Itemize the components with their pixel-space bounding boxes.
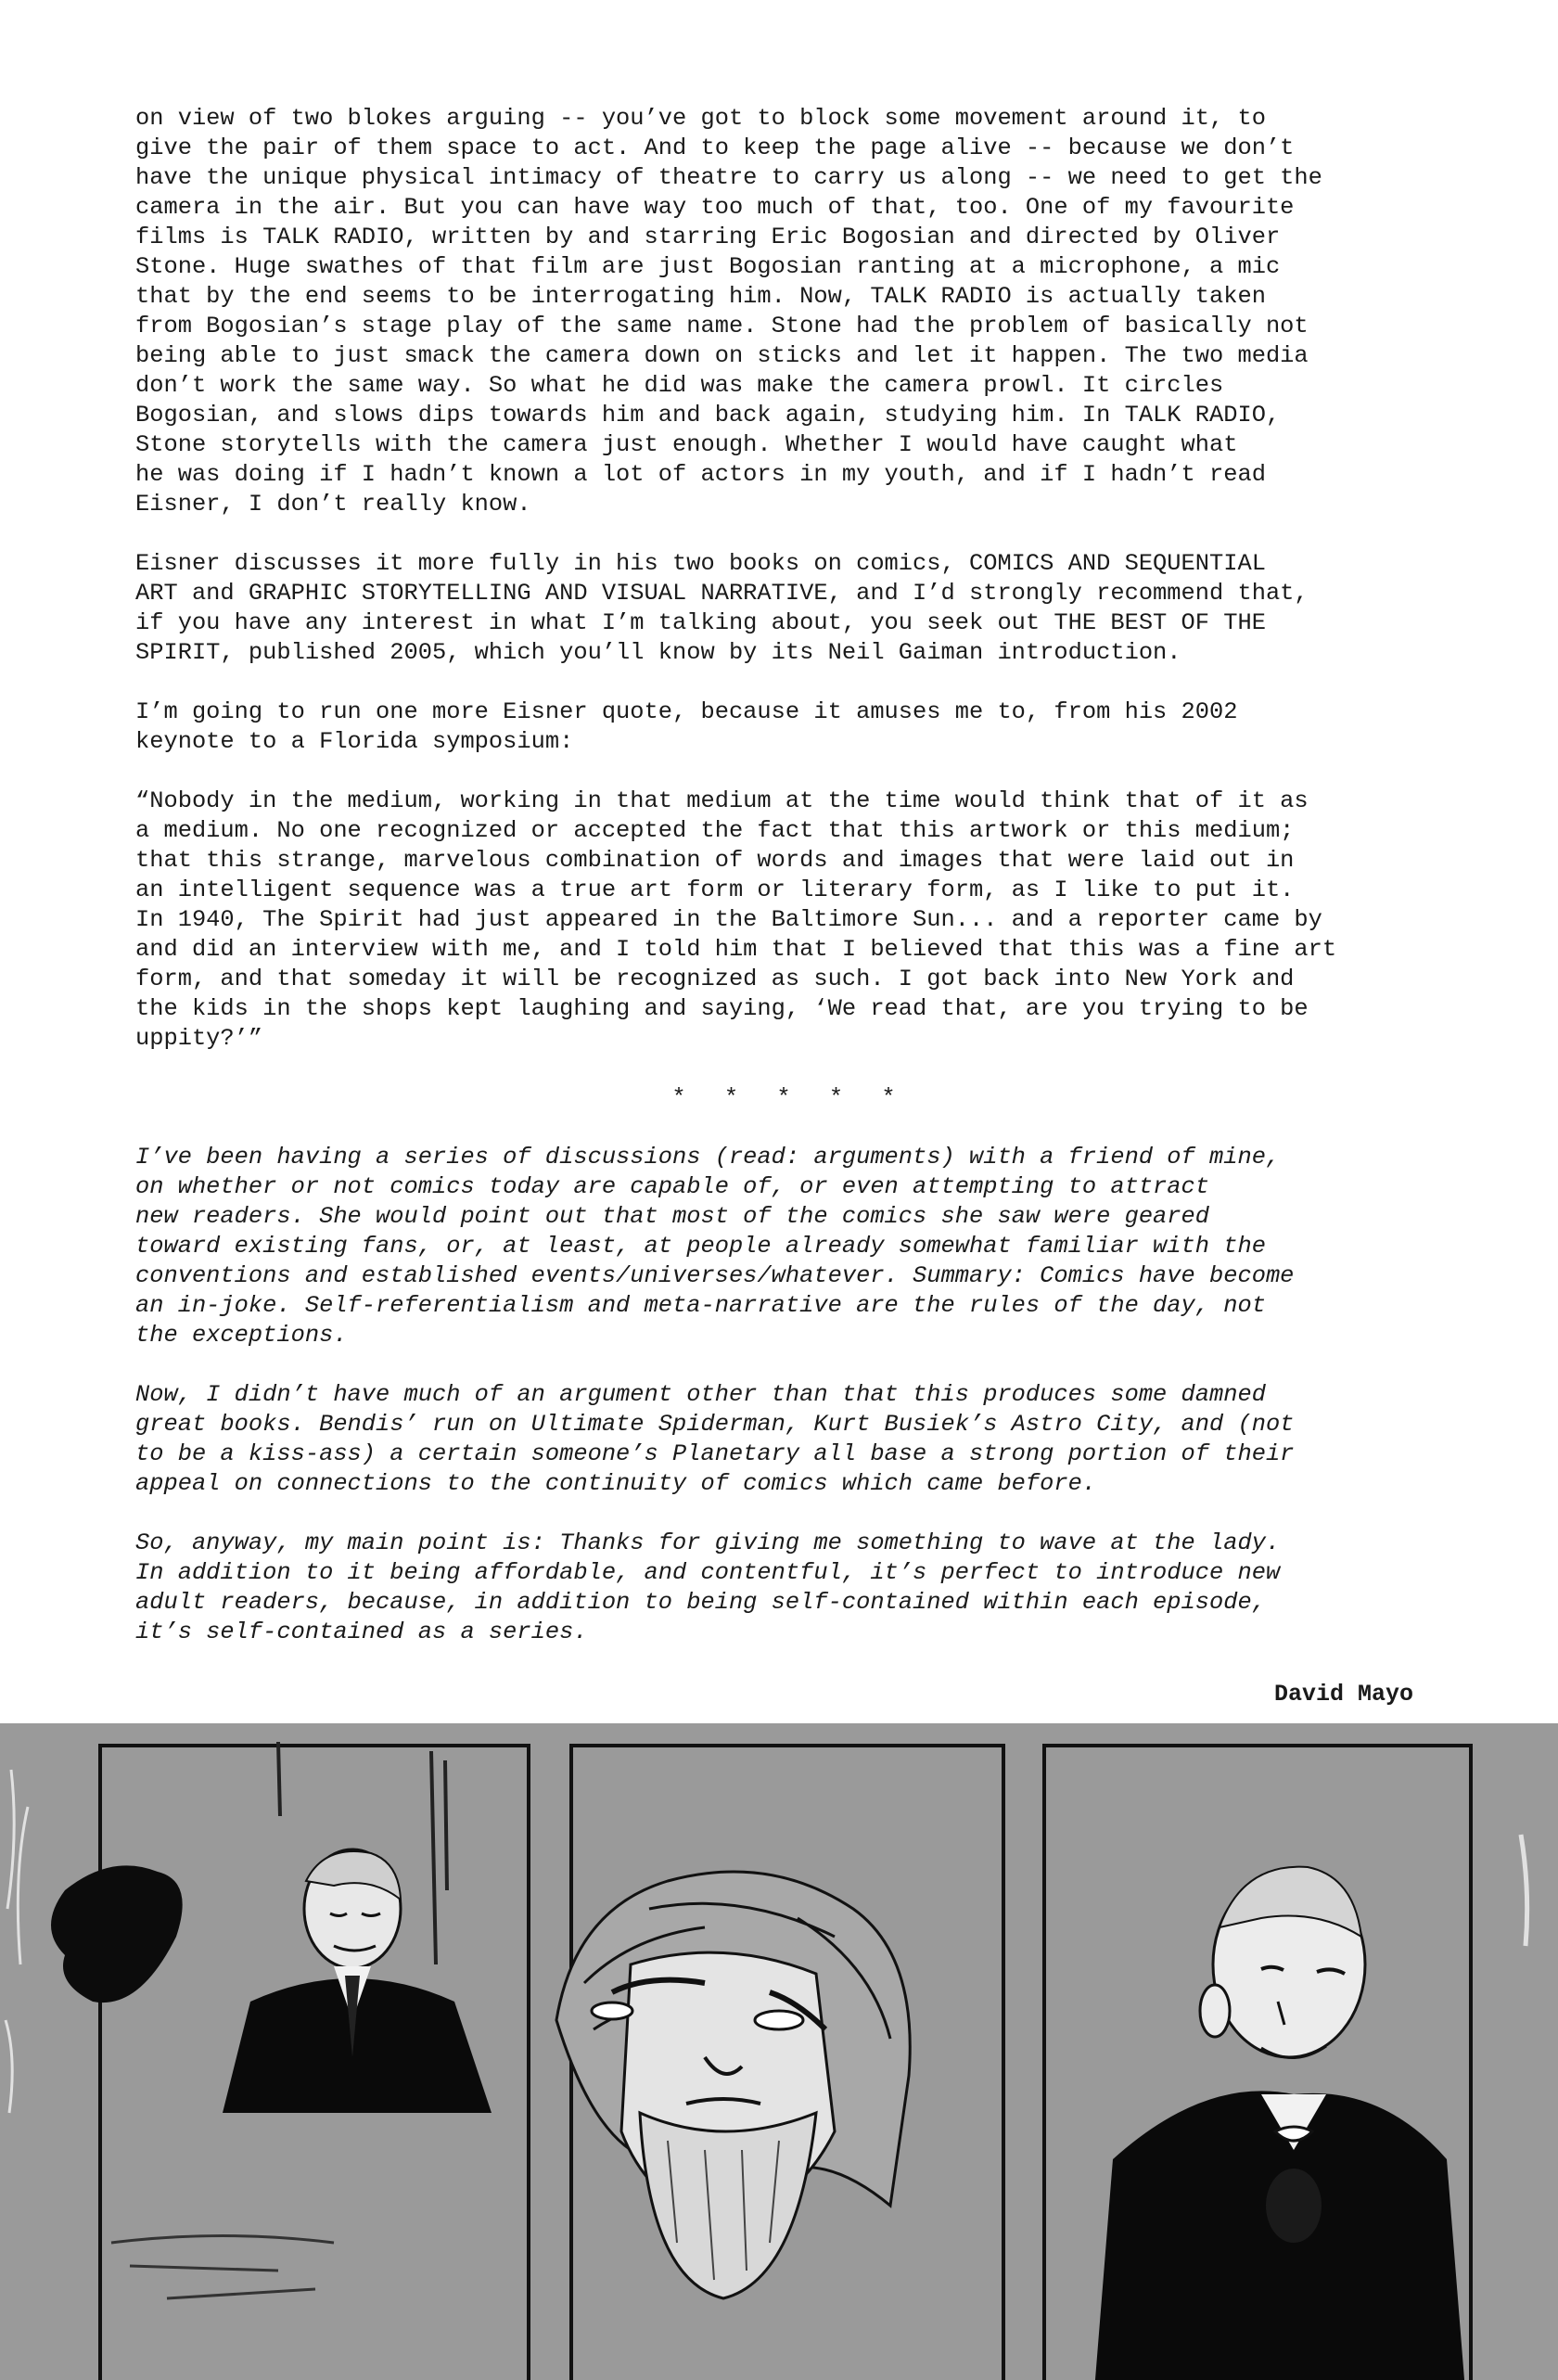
letter-paragraph-3: So, anyway, my main point is: Thanks for giving me something to wave at the lady. In addition to it being affordable, and contentful, it’s perfect to introduce new adult readers, because, in addition to being self-contained within each episode, it’s self-contained as a series. (135, 1529, 1281, 1645)
eisner-quote: “Nobody in the medium, working in that medium at the time would think that of it as a medium. No one recognized or accepted the fact that this artwork or this medium; that this strange, marvelous combination of words and images that were laid out in an intelligent sequence was a true art form or literary form, as I like to put it. In 1940, The Spirit had just appeared in the Baltimore Sun... and a reporter came by and did an interview with me, and I told him that I believed that this was a fine art form, and that someday it will be recognized as such. I got back into New York and the kids in the shops kept laughing and saying, ‘We read that, are you trying to be uppity?’” (135, 787, 1337, 1052)
comic-panel-1 (51, 1742, 529, 2380)
article-paragraph-1: on view of two blokes arguing -- you’ve got to block some movement around it, to give the pair of them space to act. And to keep the page alive -- because we don’t have the unique physical intimacy of theatre to carry us along -- we need to get the camera in the air. But you can have way too much of that, too. One of my favourite films is TALK RADIO, written by and starring Eric Bogosian and directed by Oliver Stone. Huge swathes of that film are just Bogosian ranting at a microphone, a mic that by the end seems to be interrogating him. Now, TALK RADIO is actually taken from Bogosian’s stage play of the same name. Stone had the problem of basically not being able to just smack the camera down on sticks and let it happen. The two media don’t work the same way. So what he did was make the camera prowl. It circles Bogosian, and slows dips towards him and back again, studying him. In TALK RADIO, Stone storytells with the camera just enough. Whether I would have caught what he was doing if I hadn’t known a lot of actors in my youth, and if I hadn’t read Eisner, I don’t really know. (135, 105, 1322, 518)
letter-signature: David Mayo (1273, 1681, 1413, 1708)
article-paragraph-3: I’m going to run one more Eisner quote, because it amuses me to, from his 2002 keynote to a Florida symposium: (135, 698, 1238, 755)
letter-paragraph-1: I’ve been having a series of discussions (read: arguments) with a friend of mine, on whether or not comics today are capable of, or even attempting to attract new readers. She would point out that most of the comics she saw were geared toward existing fans, or, at least, at people already somewhat familiar with the conventions and established events/universes/whatever. Summary: Comics have become an in-joke. Self-referentialism and meta-narrative are the rules of the day, not the exceptions. (135, 1144, 1295, 1349)
comic-illustration (0, 1723, 1558, 2380)
section-separator: * * * * * (671, 1084, 896, 1111)
letter-paragraph-2: Now, I didn’t have much of an argument other than that this produces some damned great books. Bendis’ run on Ultimate Spiderman, Kurt Busiek’s Astro City, and (not to be a kiss-ass) a certain someone’s Planetary all base a strong portion of their appeal on connections to the continuity of comics which came before. (135, 1381, 1295, 1497)
comic-panel-3 (1044, 1746, 1471, 2380)
comic-panels-art (0, 1723, 1558, 2380)
article-paragraph-2: Eisner discusses it more fully in his two books on comics, COMICS AND SEQUENTIAL ART and GRAPHIC STORYTELLING AND VISUAL NARRATIVE, and I’d strongly recommend that, if you have any interest in what I’m talking about, you seek out THE BEST OF THE SPIRIT, published 2005, which you’ll know by its Neil Gaiman introduction. (135, 550, 1309, 666)
comic-panel-2 (556, 1746, 1003, 2380)
article-text (135, 104, 1424, 1677)
